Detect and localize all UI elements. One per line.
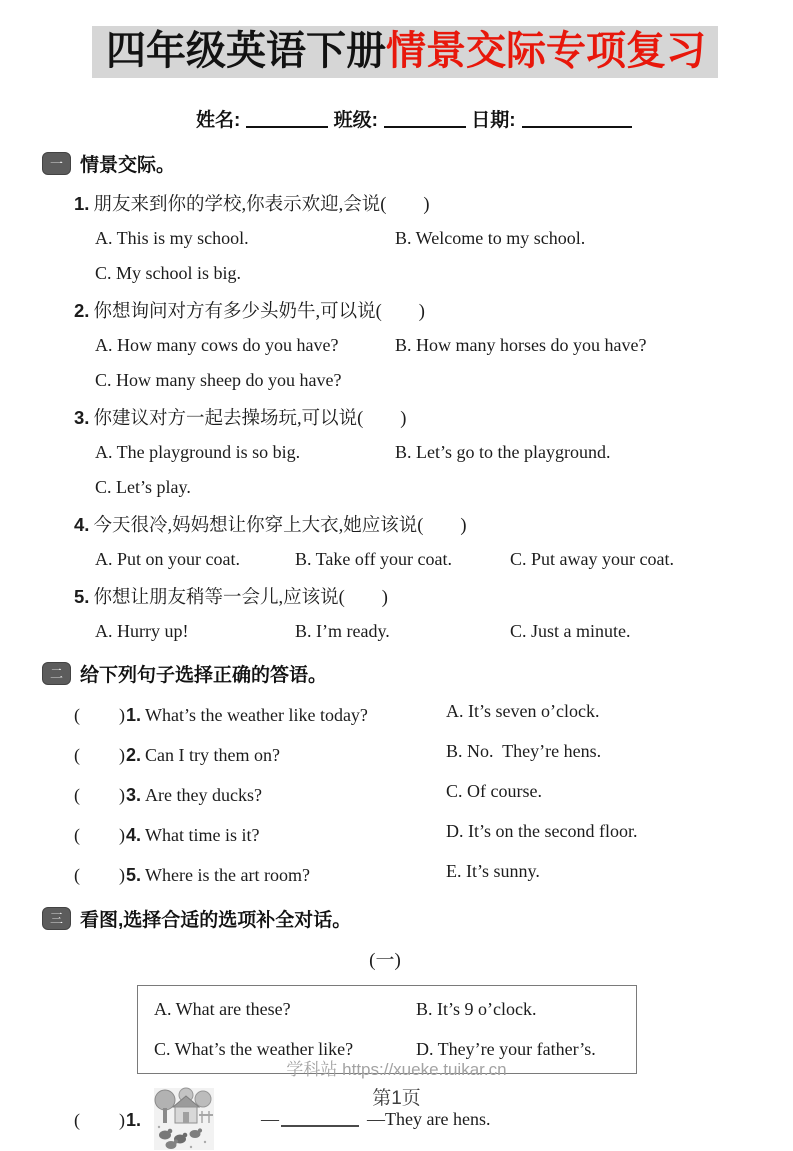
- section1-header: [42, 150, 793, 177]
- dialogue-part-label: (一): [369, 950, 401, 971]
- question-5-number: 5.: [74, 586, 90, 607]
- question-2: [74, 297, 793, 323]
- match-row-3: [74, 781, 793, 807]
- section2-header: [42, 660, 793, 687]
- question-1-number: 1.: [74, 193, 90, 214]
- option: B. I’m ready.: [295, 621, 390, 641]
- footer-site-url: 学科站 https://xueke.tuikar.cn: [286, 1060, 507, 1079]
- question-4-number: 4.: [74, 514, 90, 535]
- match-row-1: [74, 701, 793, 727]
- option: A. Put on your coat.: [95, 549, 240, 569]
- option: B. Welcome to my school.: [395, 228, 586, 248]
- section2-badge-icon: 二: [42, 662, 71, 685]
- option: A. The playground is so big.: [95, 442, 301, 462]
- question-2-options: [95, 335, 793, 391]
- match-row-4: [74, 821, 793, 847]
- question-4: [74, 511, 793, 537]
- match-answer: E. It’s sunny.: [446, 861, 540, 881]
- date-blank: [522, 111, 632, 128]
- match-number: 5.: [126, 865, 142, 885]
- question-3-text: 你建议对方一起去操场玩,可以说( ): [93, 409, 407, 429]
- answer-parentheses: ( ): [74, 865, 126, 885]
- match-question-text: What time is it?: [145, 825, 260, 845]
- dialogue-dash: —: [261, 1108, 280, 1129]
- question-4-text: 今天很冷,妈妈想让你穿上大衣,她应该说( ): [93, 516, 467, 536]
- date-label: 日期:: [471, 110, 516, 131]
- answer-parentheses: ( ): [74, 745, 126, 765]
- question-5-text: 你想让朋友稍等一会儿,应该说( ): [93, 588, 388, 608]
- option: C. Let’s play.: [95, 477, 191, 497]
- page-title-black: 四年级英语下册: [106, 29, 386, 73]
- section3-header: [42, 905, 793, 932]
- match-question: [74, 821, 446, 847]
- page-title-red: 情景交际专项复习: [386, 29, 706, 73]
- match-number: 3.: [126, 785, 142, 805]
- match-number: 1.: [126, 705, 142, 725]
- page-footer: [0, 1055, 793, 1110]
- answer-parentheses: ( ): [74, 705, 126, 725]
- question-1-options: [95, 228, 793, 284]
- option: A. Hurry up!: [95, 621, 189, 641]
- option: A. How many cows do you have?: [95, 335, 339, 355]
- answer-parentheses: ( ): [74, 785, 126, 805]
- dialogue-item-number: 1.: [126, 1110, 142, 1130]
- match-number: 2.: [126, 745, 142, 765]
- question-2-text: 你想询问对方有多少头奶牛,可以说( ): [93, 302, 425, 322]
- match-question-text: Can I try them on?: [145, 745, 280, 765]
- match-question: [74, 861, 446, 887]
- option: A. This is my school.: [95, 228, 249, 248]
- name-blank: [246, 111, 328, 128]
- footer-page-number: 第1页: [372, 1088, 421, 1109]
- question-5-options: [95, 621, 793, 642]
- section2-title: 给下列句子选择正确的答语。: [80, 665, 328, 686]
- question-3: [74, 404, 793, 430]
- answer-parentheses: ( ): [74, 1110, 126, 1130]
- match-question: [74, 781, 446, 807]
- name-label: 姓名:: [196, 110, 241, 131]
- match-question: [74, 701, 446, 727]
- dialogue-answer: —They are hens.: [367, 1108, 491, 1129]
- question-2-number: 2.: [74, 300, 90, 321]
- option: B. Take off your coat.: [295, 549, 453, 569]
- section3-badge-icon: 三: [42, 907, 71, 930]
- box-option: A. What are these?: [154, 999, 291, 1019]
- option: C. My school is big.: [95, 263, 242, 283]
- section3-title: 看图,选择合适的选项补全对话。: [80, 910, 352, 931]
- section1-badge-icon: 一: [42, 152, 71, 175]
- match-question: [74, 741, 446, 767]
- match-answer: C. Of course.: [446, 781, 542, 801]
- match-answer: B. No. They’re hens.: [446, 741, 602, 761]
- option: C. How many sheep do you have?: [95, 370, 342, 390]
- box-option: D. They’re your father’s.: [416, 1039, 596, 1059]
- class-label: 班级:: [333, 110, 378, 131]
- student-info-line: [196, 105, 793, 132]
- question-5: [74, 583, 793, 609]
- question-3-options: [95, 442, 793, 498]
- option: C. Just a minute.: [510, 621, 631, 641]
- option: B. Let’s go to the playground.: [395, 442, 611, 462]
- box-option: B. It’s 9 o’clock.: [416, 999, 537, 1019]
- match-question-text: Where is the art room?: [145, 865, 310, 885]
- match-answer: D. It’s on the second floor.: [446, 821, 638, 841]
- match-question-text: Are they ducks?: [145, 785, 262, 805]
- match-row-2: [74, 741, 793, 767]
- match-answer: A. It’s seven o’clock.: [446, 701, 600, 721]
- dialogue-line: [261, 1109, 490, 1130]
- match-number: 4.: [126, 825, 142, 845]
- question-4-options: [95, 549, 793, 570]
- box-option: C. What’s the weather like?: [154, 1039, 354, 1059]
- class-blank: [384, 111, 466, 128]
- match-question-text: What’s the weather like today?: [145, 705, 368, 725]
- question-1-text: 朋友来到你的学校,你表示欢迎,会说( ): [93, 195, 430, 215]
- page-title: [92, 26, 718, 78]
- question-3-number: 3.: [74, 407, 90, 428]
- question-1: [74, 190, 793, 216]
- dialogue-blank: [281, 1112, 359, 1127]
- answer-parentheses: ( ): [74, 825, 126, 845]
- option: B. How many horses do you have?: [395, 335, 647, 355]
- section1-title: 情景交际。: [80, 155, 176, 176]
- option: C. Put away your coat.: [510, 549, 674, 569]
- match-row-5: [74, 861, 793, 887]
